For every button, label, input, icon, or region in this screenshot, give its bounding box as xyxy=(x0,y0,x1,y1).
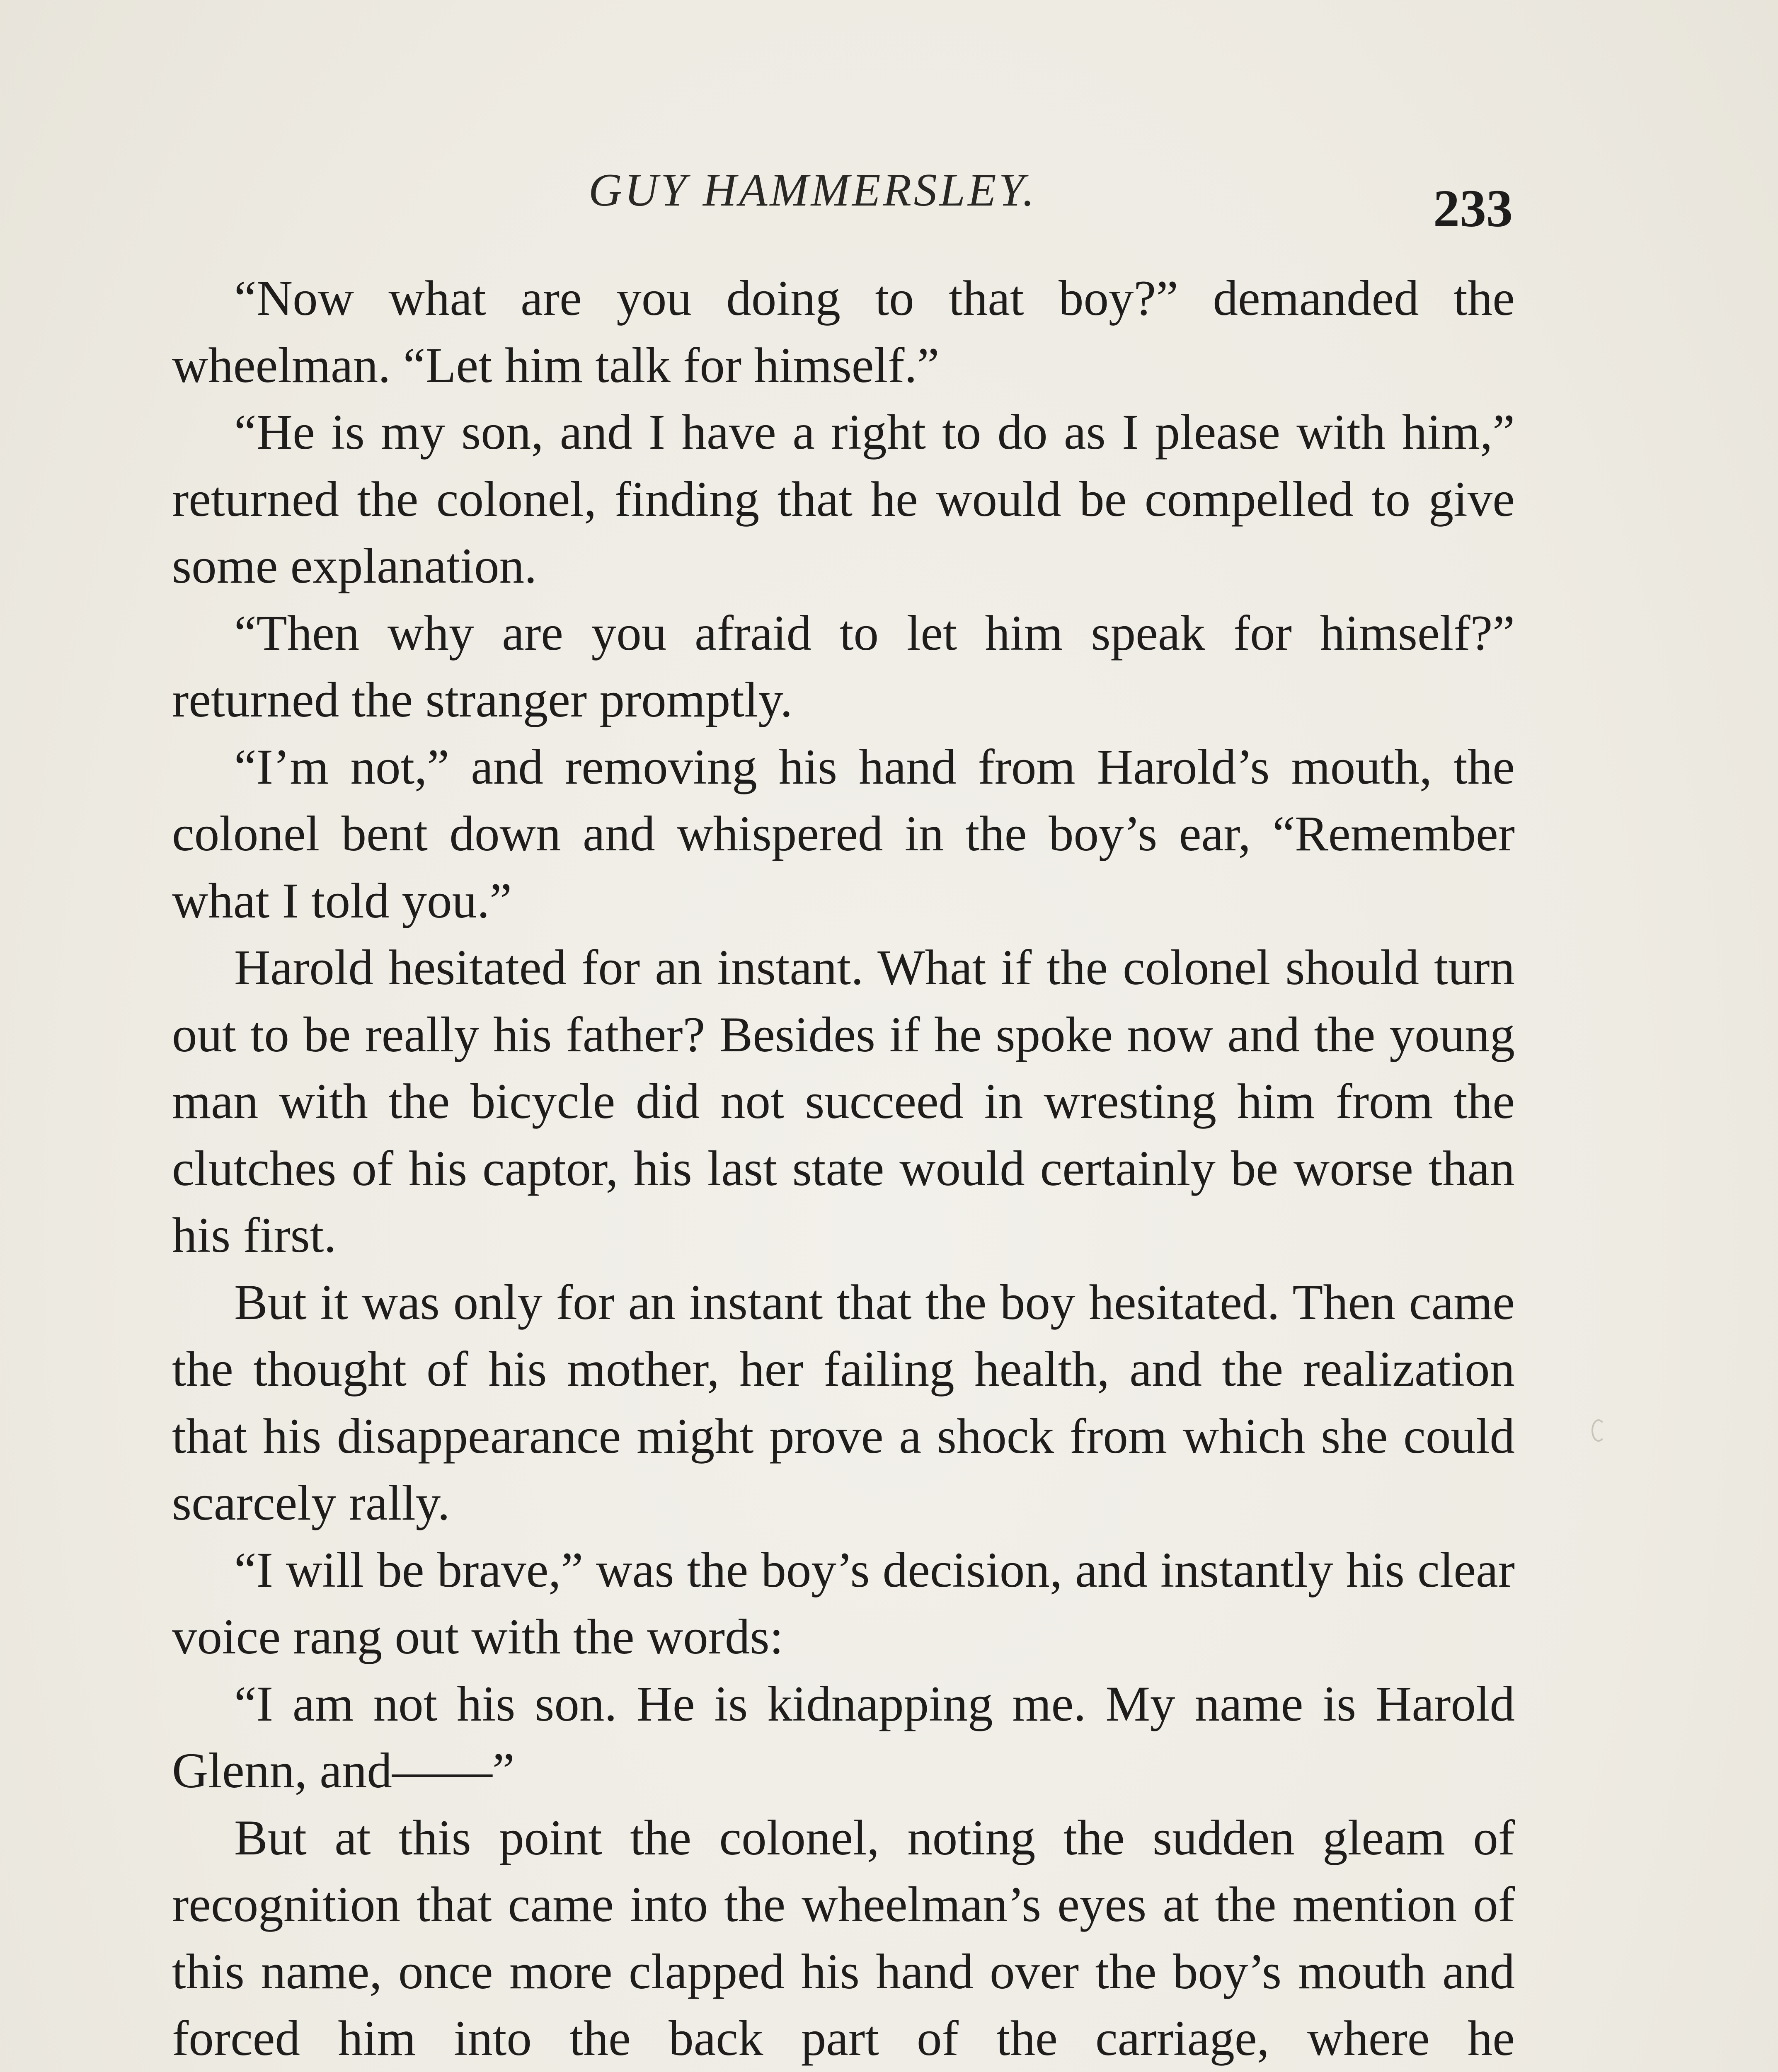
body-text xyxy=(172,265,1515,2072)
paragraph: “He is my son, and I have a right to do as I please with him,” returned the colonel, finding that he would be compelled to give some explanation. xyxy=(172,404,1515,594)
paragraph: “Then why are you afraid to let him speak for himself?” returned the stranger promptly. xyxy=(172,605,1515,728)
paragraph: Harold hesitated for an instant. What if the colonel should turn out to be really his father? Besides if he spoke now and the young man with the bicycle did not succeed in wresting him from the clutches of his captor, his last state would certainly be worse than his first. xyxy=(172,940,1515,1263)
paragraph: “I will be brave,” was the boy’s decision, and instantly his clear voice rang out with the words: xyxy=(172,1542,1515,1665)
running-title: GUY HAMMERSLEY. xyxy=(589,165,1037,216)
paragraph: “I’m not,” and removing his hand from Harold’s mouth, the colonel bent down and whispered in the boy’s ear, “Remember what I told you.” xyxy=(172,739,1515,929)
paragraph: But at this point the colonel, noting the sudden gleam of recognition that came into the wheelman’s eyes at the mention of this name, once more clapped his hand over the boy’s mouth and forced him into the back part of the carriage, where he xyxy=(172,1810,1515,2066)
paper-blemish xyxy=(1591,1419,1606,1442)
paragraph: “Now what are you doing to that boy?” demanded the wheelman. “Let him talk for himself.” xyxy=(172,271,1515,393)
page-number: 233 xyxy=(1433,179,1513,238)
paragraph: But it was only for an instant that the boy hesitated. Then came the thought of his mother, her failing health, and the realization that his disappearance might prove a shock from which she could scarcely rally. xyxy=(172,1274,1515,1531)
paragraph: “I am not his son. He is kidnapping me. My name is Harold Glenn, and——” xyxy=(172,1676,1515,1798)
